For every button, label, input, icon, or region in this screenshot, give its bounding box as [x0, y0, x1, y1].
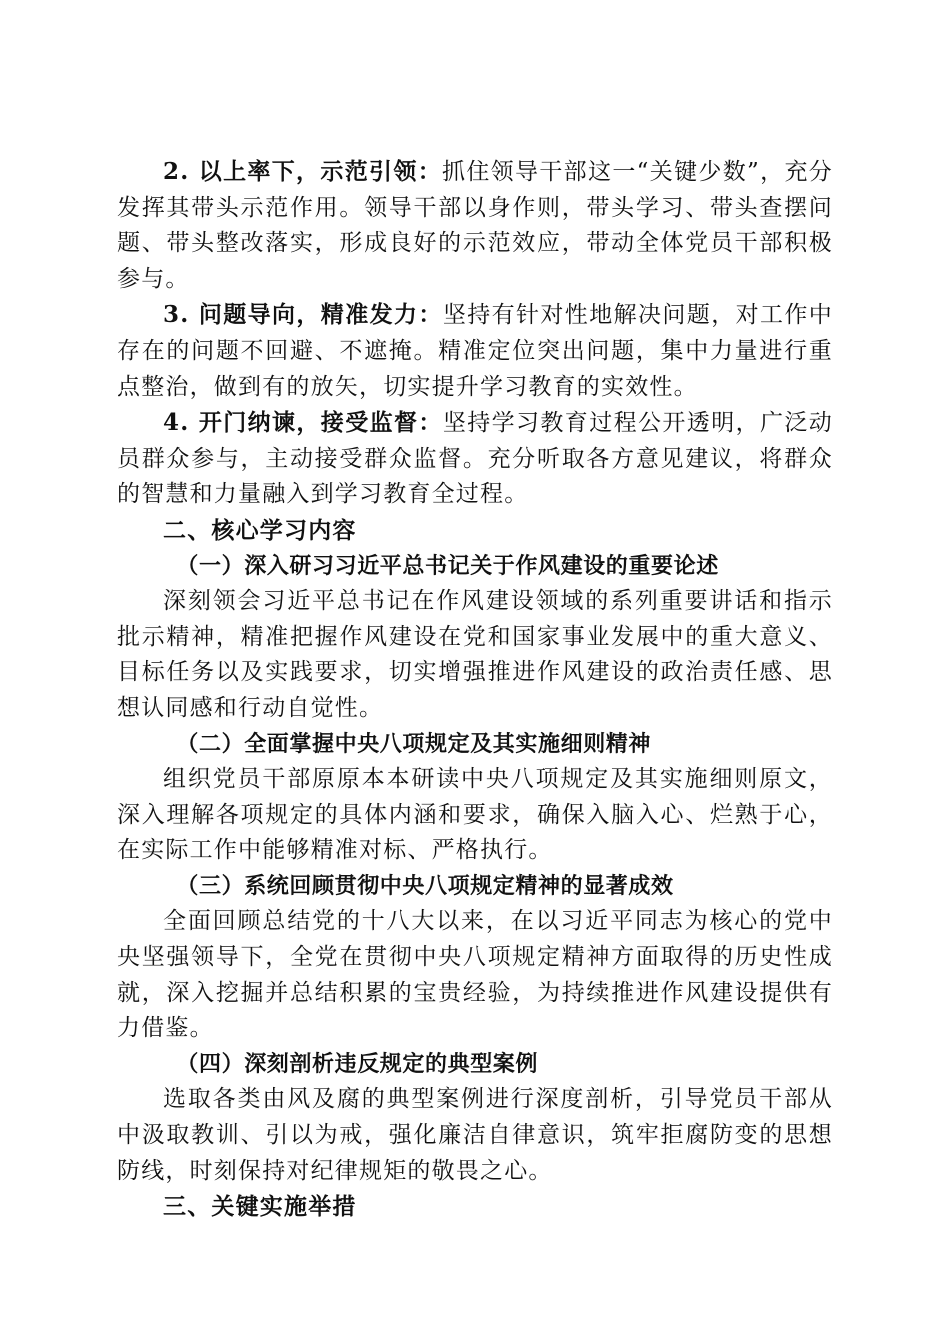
principle-text: 坚持学习教育过程公开透明，广泛动员群众参与，主动接受群众监督。充分听取各方意见建议，将群众的智慧和力量融入到学习教育全过程。 — [117, 410, 833, 508]
principle-text: 坚持有针对性地解决问题，对工作中存在的问题不回避、不遮掩。精准定位突出问题，集中力量进行重点整治，做到有的放矢，切实提升学习教育的实效性。 — [117, 302, 833, 400]
principle-lead: 3. 问题导向，精准发力： — [163, 301, 443, 329]
principle-paragraph-3 — [117, 297, 833, 405]
subsection-body-3: 全面回顾总结党的十八大以来，在以习近平同志为核心的党中央坚强领导下，全党在贯彻中央八项规定精神方面取得的历史性成就，深入挖掘并总结积累的宝贵经验，为持续推进作风建设提供有力借鉴。 — [117, 908, 833, 1042]
document-page — [117, 154, 833, 1225]
subsection-heading-4: （四）深刻剖析违反规定的典型案例 — [176, 1050, 538, 1077]
principle-lead: 4. 开门纳谏，接受监督： — [163, 409, 443, 437]
section-heading-3: 三、关键实施举措 — [163, 1193, 357, 1221]
section-heading-2: 二、核心学习内容 — [163, 516, 357, 544]
subsection-heading-2: （二）全面掌握中央八项规定及其实施细则精神 — [176, 730, 651, 757]
subsection-body-4: 选取各类由风及腐的典型案例进行深度剖析，引导党员干部从中汲取教训、引以为戒，强化廉洁自律意识，筑牢拒腐防变的思想防线，时刻保持对纪律规矩的敬畏之心。 — [117, 1086, 833, 1184]
subsection-heading-1: （一）深入研习习近平总书记关于作风建设的重要论述 — [176, 552, 719, 579]
subsection-body-2: 组织党员干部原原本本研读中央八项规定及其实施细则原文，深入理解各项规定的具体内涵和要求，确保入脑入心、烂熟于心，在实际工作中能够精准对标、严格执行。 — [117, 766, 833, 864]
principle-paragraph-4 — [117, 405, 833, 513]
principle-text: 抓住领导干部这一“关键少数”，充分发挥其带头示范作用。领导干部以身作则，带头学习、带头查摆问题、带头整改落实，形成良好的示范效应，带动全体党员干部积极参与。 — [117, 159, 833, 292]
subsection-body-1: 深刻领会习近平总书记在作风建设领域的系列重要讲话和指示批示精神，精准把握作风建设在党和国家事业发展中的重大意义、目标任务以及实践要求，切实增强推进作风建设的政治责任感、思想认同感和行动自觉性。 — [117, 588, 833, 721]
principle-paragraph-2 — [117, 154, 833, 297]
subsection-heading-3: （三）系统回顾贯彻中央八项规定精神的显著成效 — [176, 872, 674, 899]
principle-lead: 2. 以上率下，示范引领： — [163, 158, 443, 185]
